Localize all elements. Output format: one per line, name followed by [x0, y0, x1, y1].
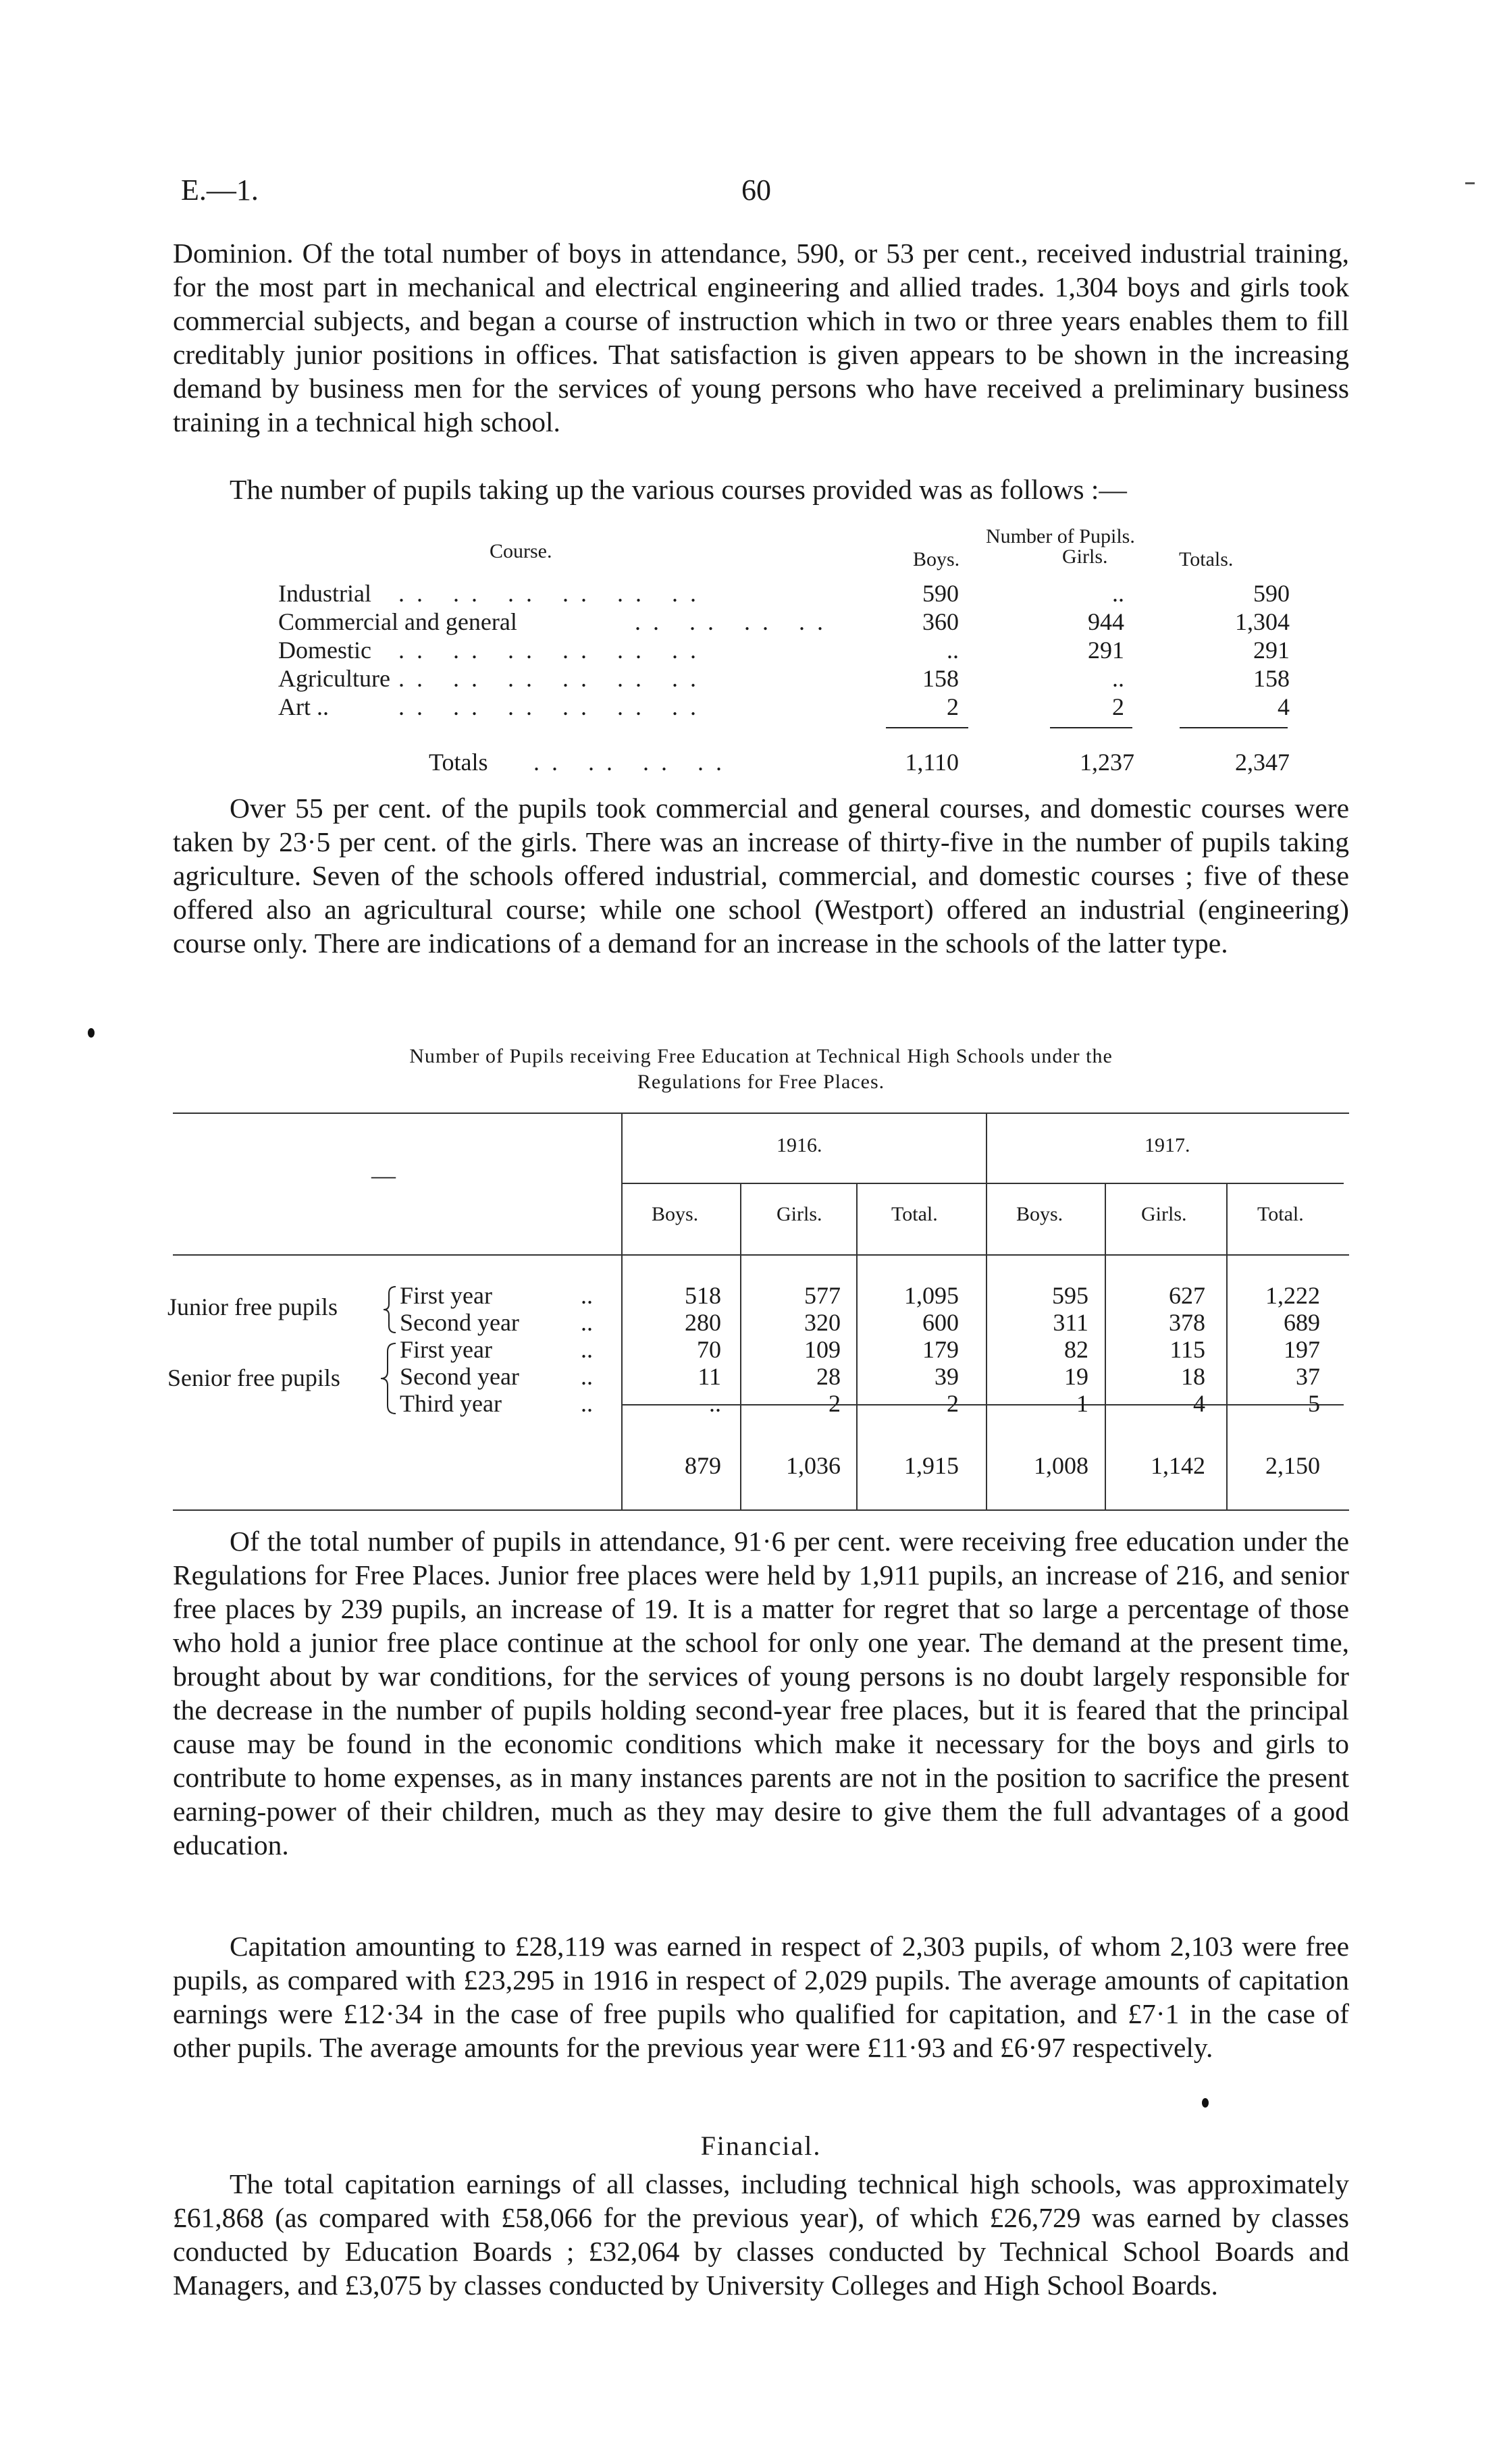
course-name: Domestic: [278, 637, 371, 664]
course-name: Art ..: [278, 693, 329, 720]
junior-bracket: [384, 1287, 396, 1333]
boys-1916-header: Boys.: [652, 1203, 699, 1225]
free-cell-t17: 37: [1296, 1363, 1320, 1390]
course-girls: 291: [1088, 637, 1124, 664]
free-row-dots: ..: [581, 1309, 593, 1336]
course-totals: 291: [1253, 637, 1290, 664]
free-cell-g17: 115: [1169, 1336, 1205, 1363]
senior-bracket: [381, 1343, 396, 1414]
total-boys-1916: 879: [685, 1452, 721, 1479]
total-girls: 1,237: [1080, 749, 1134, 776]
course-name: Agriculture: [278, 665, 390, 692]
free-cell-g17: 4: [1193, 1390, 1205, 1417]
free-cell-t17: 5: [1308, 1390, 1320, 1417]
course-girls: ..: [1112, 665, 1124, 692]
paragraph-courses-intro: The number of pupils taking up the various courses provided was as follows :—: [230, 474, 1127, 505]
girls-column-header: Girls.: [1062, 545, 1108, 568]
number-of-pupils-header: Number of Pupils.: [986, 525, 1135, 547]
free-cell-b16: ..: [709, 1390, 721, 1417]
free-cell-b17: 82: [1064, 1336, 1088, 1363]
course-leader-dots: .. .. .. ..: [635, 608, 835, 635]
total-1916-header: Total.: [891, 1203, 938, 1225]
stub-dash: —: [371, 1162, 396, 1189]
free-row-dots: ..: [581, 1282, 593, 1309]
total-boys: 1,110: [905, 749, 959, 776]
course-leader-dots: .. .. .. .. .. ..: [398, 693, 708, 720]
free-cell-b17: 19: [1064, 1363, 1088, 1390]
report-reference: E.—1.: [181, 173, 259, 207]
free-cell-g17: 378: [1169, 1309, 1205, 1336]
paragraph-financial: The total capitation earnings of all classes, including technical high schools, was approximately £61,868 (as compared with £58,066 for the previous year), of which £26,729 was earned by classes conducted by Education Boards ; £32,064 by classes conducted by Technical School Boards and Managers, and £3,075 by classes conducted by University Colleges and High School Boards.: [173, 2168, 1349, 2301]
course-boys: ..: [947, 637, 959, 664]
free-places-table-title-line2: Regulations for Free Places.: [637, 1071, 885, 1093]
course-name: Commercial and general: [278, 608, 517, 635]
free-cell-t17: 689: [1284, 1309, 1320, 1336]
total-boys-1917: 1,008: [1034, 1452, 1088, 1479]
paragraph-course-analysis: Over 55 per cent. of the pupils took commercial and general courses, and domestic courses were taken by 23·5 per cent. of the girls. There was an increase of thirty-five in the number of pupils taking agriculture. Seven of the schools offered industrial, commercial, and domestic courses ; five of these offered also an agricultural course; while one school (Westport) offered an industrial (engineering) course only. There are indications of a demand for an increase in the schools of the latter type.: [173, 793, 1349, 959]
course-totals: 1,304: [1235, 608, 1290, 635]
free-cell-g16: 2: [829, 1390, 841, 1417]
free-row-label: Third year: [400, 1390, 502, 1417]
total-total-1916: 1,915: [904, 1452, 959, 1479]
course-boys: 360: [922, 608, 959, 635]
course-totals: 4: [1278, 693, 1290, 720]
free-cell-g16: 109: [804, 1336, 841, 1363]
free-cell-b17: 1: [1076, 1390, 1088, 1417]
margin-bullet-2: [1202, 2098, 1209, 2108]
senior-free-pupils-label: Senior free pupils: [167, 1364, 340, 1391]
course-girls: 2: [1112, 693, 1124, 720]
free-cell-g16: 577: [804, 1282, 841, 1309]
course-girls: 944: [1088, 608, 1124, 635]
free-cell-b16: 11: [698, 1363, 721, 1390]
free-cell-b17: 311: [1053, 1309, 1088, 1336]
free-row-dots: ..: [581, 1336, 593, 1363]
total-totals: 2,347: [1235, 749, 1290, 776]
free-cell-g17: 627: [1169, 1282, 1205, 1309]
free-cell-t16: 179: [922, 1336, 959, 1363]
course-leader-dots: .. .. .. .. .. ..: [398, 637, 708, 664]
course-boys: 590: [922, 580, 959, 607]
free-cell-b16: 518: [685, 1282, 721, 1309]
free-row-dots: ..: [581, 1390, 593, 1417]
free-cell-g16: 28: [816, 1363, 841, 1390]
free-cell-g17: 18: [1181, 1363, 1205, 1390]
boys-column-header: Boys.: [913, 548, 960, 570]
free-cell-b16: 280: [685, 1309, 721, 1336]
course-leader-dots: .. .. .. .. .. ..: [398, 665, 708, 692]
free-row-label: Second year: [400, 1309, 519, 1336]
year-1916-header: 1916.: [777, 1134, 822, 1156]
totals-column-header: Totals.: [1179, 548, 1234, 570]
free-cell-b16: 70: [697, 1336, 721, 1363]
free-row-label: Second year: [400, 1363, 519, 1390]
girls-1916-header: Girls.: [777, 1203, 822, 1225]
girls-1917-header: Girls.: [1141, 1203, 1187, 1225]
free-row-dots: ..: [581, 1363, 593, 1390]
totals-leader-dots: .. .. .. ..: [533, 749, 734, 776]
total-1917-header: Total.: [1257, 1203, 1304, 1225]
course-totals: 590: [1253, 580, 1290, 607]
course-boys: 2: [947, 693, 959, 720]
total-girls-1916: 1,036: [786, 1452, 841, 1479]
free-cell-t16: 39: [935, 1363, 959, 1390]
totals-label: Totals: [429, 749, 488, 776]
free-cell-g16: 320: [804, 1309, 841, 1336]
free-row-label: First year: [400, 1282, 492, 1309]
free-places-table-title-line1: Number of Pupils receiving Free Education at Technical High Schools under the: [409, 1045, 1113, 1067]
course-totals: 158: [1253, 665, 1290, 692]
course-girls: ..: [1112, 580, 1124, 607]
free-cell-b17: 595: [1052, 1282, 1088, 1309]
total-girls-1917: 1,142: [1151, 1452, 1205, 1479]
heading-financial: Financial.: [700, 2131, 822, 2161]
page-number: 60: [741, 173, 771, 207]
free-cell-t17: 197: [1284, 1336, 1320, 1363]
free-cell-t16: 1,095: [904, 1282, 959, 1309]
paragraph-free-education: Of the total number of pupils in attendance, 91·6 per cent. were receiving free education under the Regulations for Free Places. Junior free places were held by 1,911 pupils, an increase of 216, and senior free places by 239 pupils, an increase of 19. It is a matter for regret that so large a percentage of those who hold a junior free place continue at the school for only one year. The demand at the present time, brought about by war conditions, for the services of young persons is no doubt largely responsible for the decrease in the number of pupils holding second-year free places, but it is feared that the principal cause may be found in the economic conditions which make it necessary for the boys and girls to contribute to home expenses, as in many instances parents are not in the position to sacrifice the present earning-power of their children, much as they may desire to give them the full advantages of a good education.: [173, 1526, 1349, 1860]
course-leader-dots: .. .. .. .. .. ..: [398, 580, 708, 607]
course-name: Industrial: [278, 580, 371, 607]
paragraph-capitation: Capitation amounting to £28,119 was earned in respect of 2,303 pupils, of whom 2,103 were free pupils, as compared with £23,295 in 1916 in respect of 2,029 pupils. The average amounts of capitation earnings were £12·34 in the case of free pupils who qualified for capitation, and £7·1 in the case of other pupils. The average amounts for the previous year were £11·93 and £6·97 respectively.: [173, 1931, 1349, 2063]
boys-1917-header: Boys.: [1016, 1203, 1063, 1225]
free-cell-t17: 1,222: [1265, 1282, 1320, 1309]
free-cell-t16: 2: [947, 1390, 959, 1417]
total-total-1917: 2,150: [1265, 1452, 1320, 1479]
year-1917-header: 1917.: [1145, 1134, 1190, 1156]
course-column-header: Course.: [490, 540, 552, 562]
course-boys: 158: [922, 665, 959, 692]
paragraph-industrial-training: Dominion. Of the total number of boys in attendance, 590, or 53 per cent., received industrial training, for the most part in mechanical and electrical engineering and allied trades. 1,304 boys and girls took commercial subjects, and began a course of instruction which in two or three years enables them to fill creditably junior positions in offices. That satisfaction is given appears to be shown in the increasing demand by business men for the services of young persons who have received a preliminary business training in a technical high school.: [173, 238, 1349, 437]
junior-free-pupils-label: Junior free pupils: [167, 1293, 338, 1320]
free-row-label: First year: [400, 1336, 492, 1363]
free-cell-t16: 600: [922, 1309, 959, 1336]
